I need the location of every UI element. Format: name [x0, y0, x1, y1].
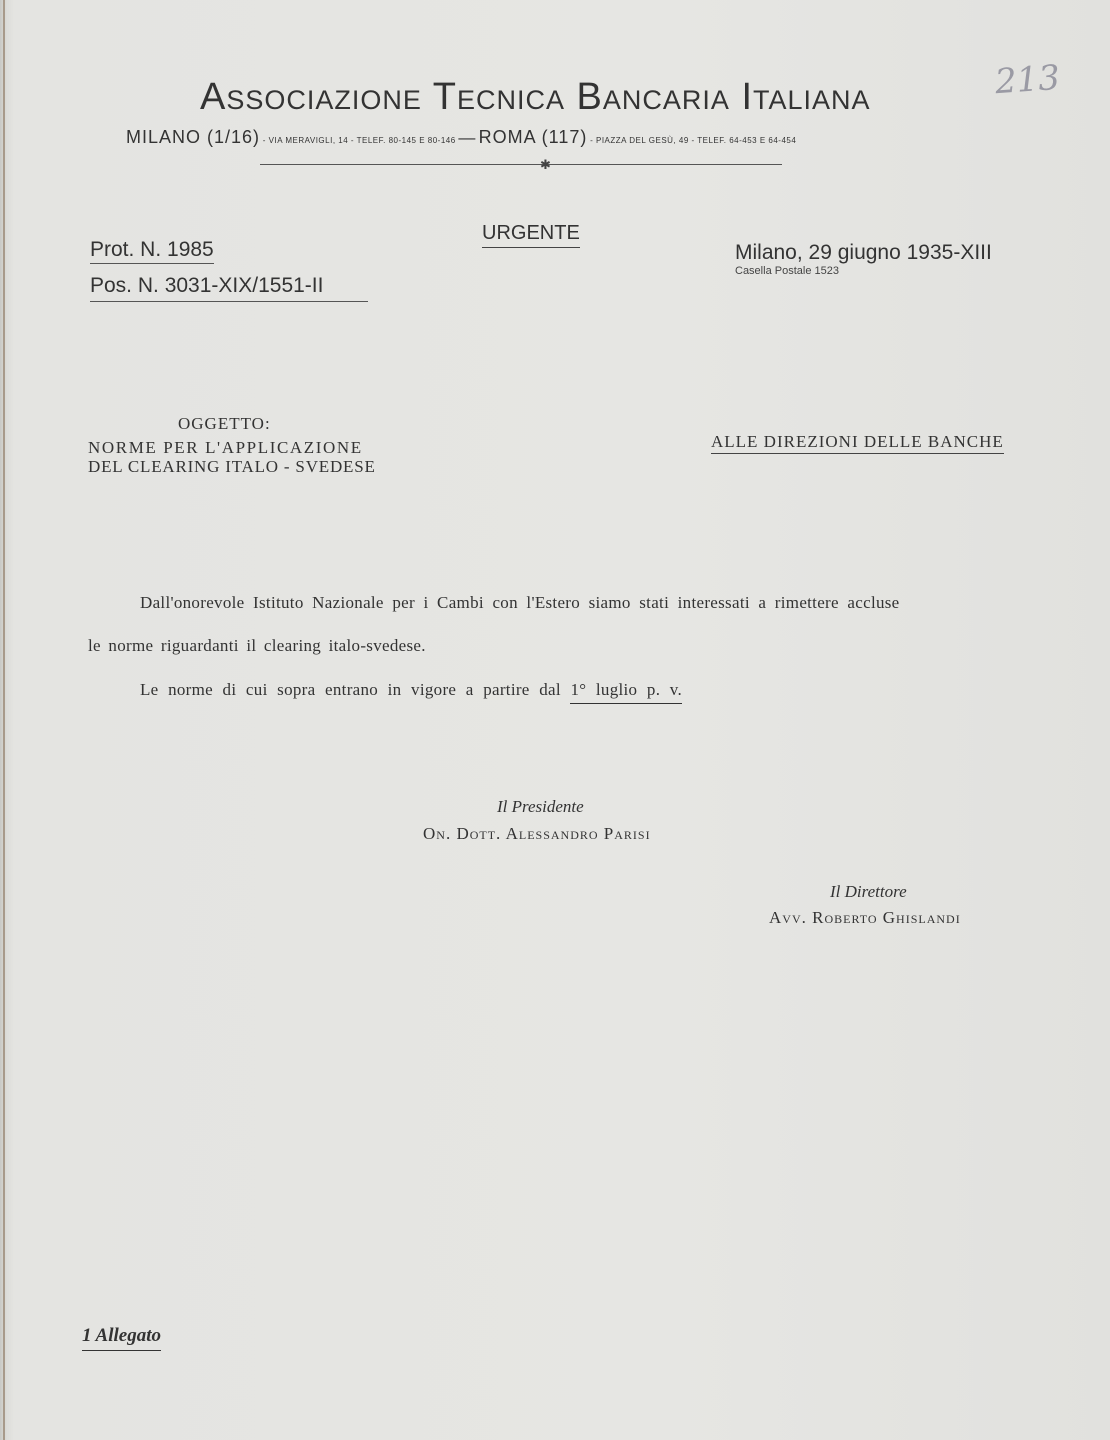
body-paragraph-1: Dall'onorevole Istituto Nazionale per i Cambi con l'Estero siamo stati interessati a rimettere accluse: [140, 593, 900, 612]
recipient: ALLE DIREZIONI DELLE BANCHE: [711, 432, 1004, 454]
attachment-note: 1 Allegato: [82, 1325, 161, 1351]
organization-name: Associazione Tecnica Bancaria Italiana: [200, 76, 871, 118]
letter-date: Milano, 29 giugno 1935-XIII: [735, 241, 992, 264]
director-title: Il Direttore: [830, 882, 907, 901]
letterhead-address-line: [126, 127, 986, 148]
star-icon: ✱: [540, 158, 551, 173]
binding-edge: [3, 0, 5, 1440]
subject-label: OGGETTO:: [178, 414, 271, 433]
director-name: Avv. Roberto Ghislandi: [769, 908, 961, 927]
roma-city: ROMA (117): [478, 127, 588, 147]
handwritten-page-number: 213: [993, 57, 1062, 103]
body-paragraph-3: [140, 680, 682, 700]
letterhead-divider: [260, 164, 782, 165]
milano-address: - VIA MERAVIGLI, 14 - TELEF. 80-145 E 80-146: [262, 136, 456, 145]
president-name: On. Dott. Alessandro Parisi: [423, 824, 651, 843]
subject-line-1: NORME PER L'APPLICAZIONE: [88, 438, 363, 457]
effective-date: 1° luglio p. v.: [570, 680, 682, 704]
body-paragraph-2: le norme riguardanti il clearing italo-svedese.: [88, 636, 426, 655]
president-title: Il Presidente: [497, 797, 584, 816]
roma-address: - PIAZZA DEL GESÙ, 49 - TELEF. 64-453 E 64-454: [590, 136, 797, 145]
protocol-number: Prot. N. 1985: [90, 238, 214, 264]
urgent-label: URGENTE: [482, 222, 580, 248]
body-paragraph-3-text: Le norme di cui sopra entrano in vigore a partire dal: [140, 680, 561, 699]
position-number: Pos. N. 3031-XIX/1551-II: [90, 274, 368, 302]
milano-city: MILANO (1/16): [126, 127, 261, 147]
postal-box: Casella Postale 1523: [735, 265, 839, 277]
address-separator: —: [458, 128, 476, 147]
subject-line-2: DEL CLEARING ITALO - SVEDESE: [88, 457, 376, 476]
